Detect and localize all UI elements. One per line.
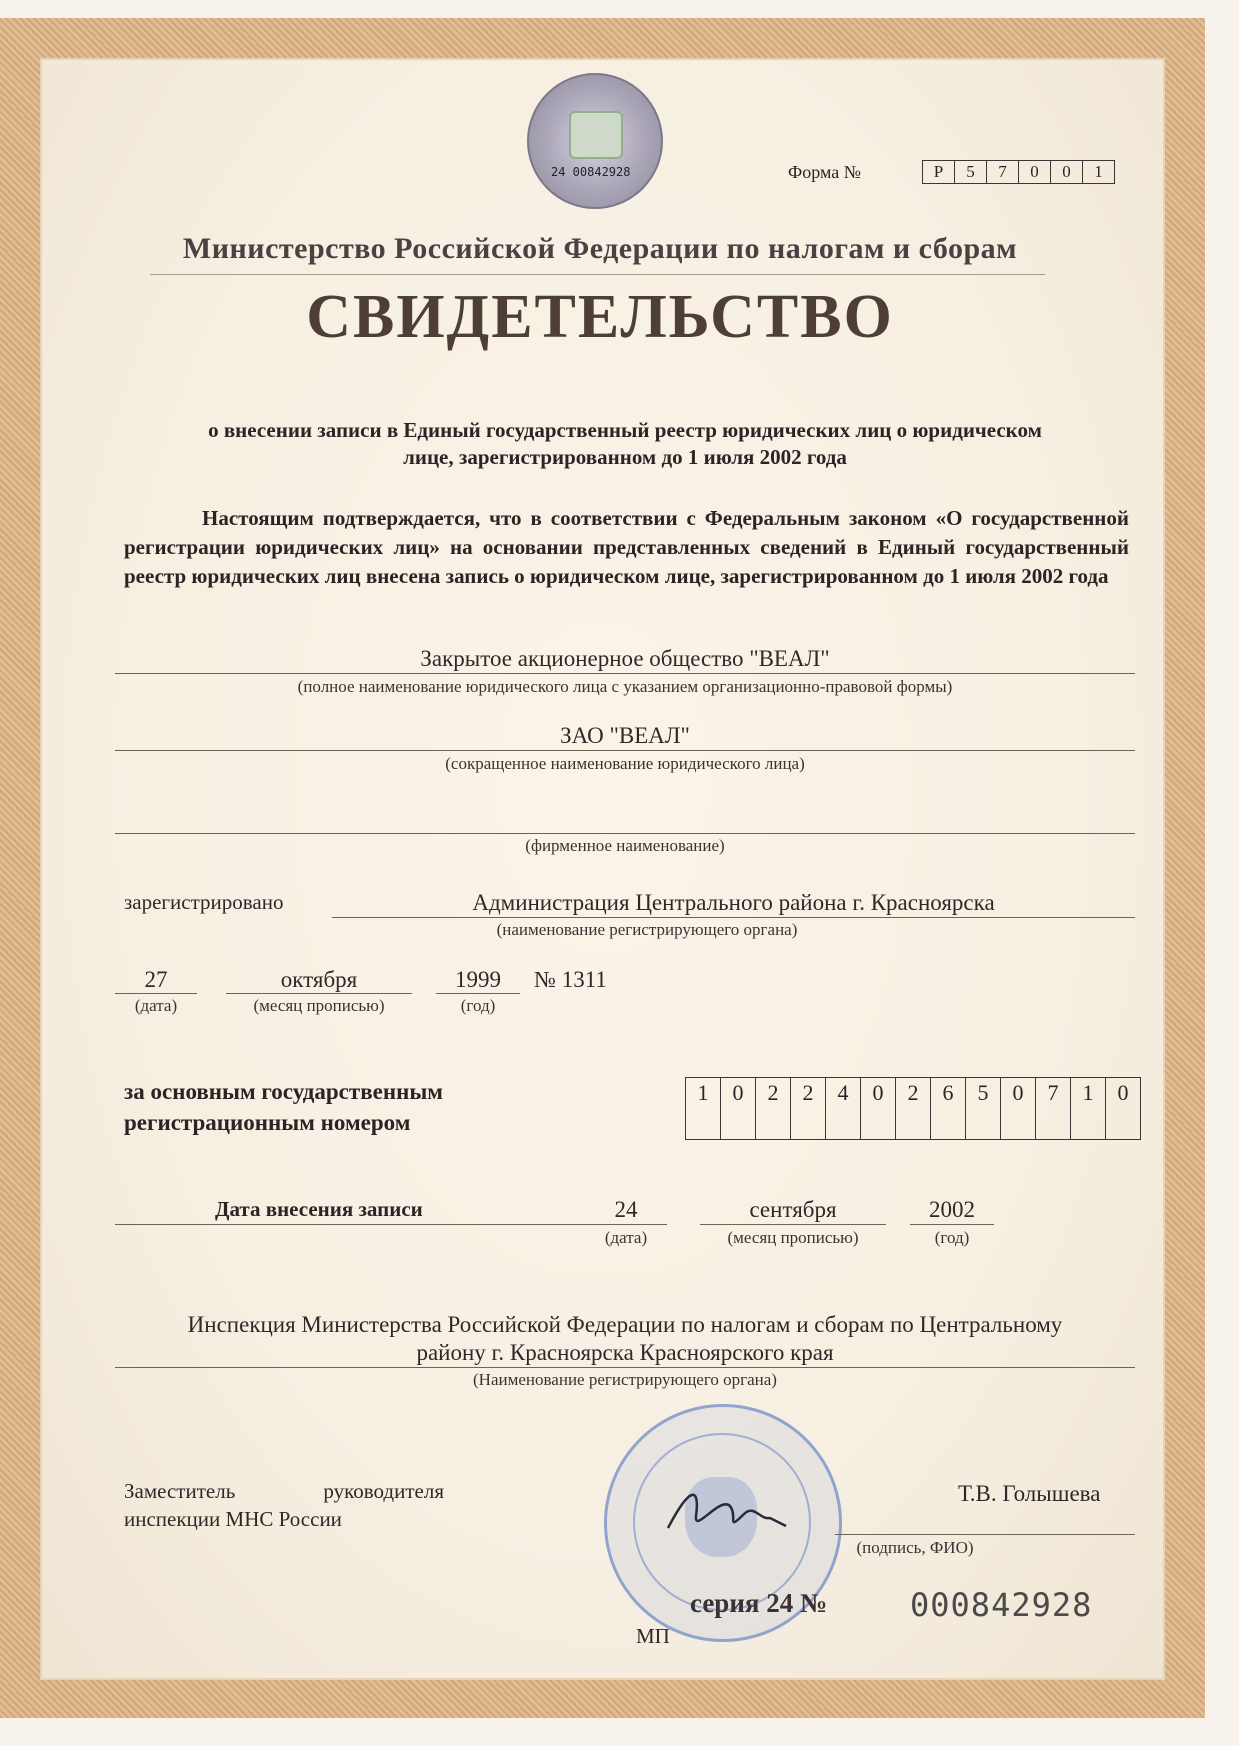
ogrn-digit-box-4: 4 — [825, 1077, 860, 1140]
signature-icon — [660, 1476, 790, 1546]
signer-position-line-1: Заместитель руководителя — [124, 1479, 444, 1503]
ogrn-digit-box-9: 0 — [1000, 1077, 1035, 1140]
entry-date-label: Дата внесения записи — [215, 1197, 423, 1221]
form-code-box-5: 1 — [1082, 160, 1115, 184]
form-code-box-3: 0 — [1018, 160, 1050, 184]
ogrn-digit-box-7: 6 — [930, 1077, 965, 1140]
reg-year-line — [436, 993, 520, 994]
reg-day-value: 27 — [144, 967, 168, 992]
entry-year-value: 2002 — [929, 1197, 975, 1222]
signer-hint: (подпись, ФИО) — [856, 1538, 974, 1557]
signer-position-line-2: инспекции МНС России — [124, 1507, 342, 1531]
hologram-number: 24 00842928 — [551, 165, 631, 179]
entry-month-line — [700, 1224, 886, 1225]
entry-day-value: 24 — [614, 1197, 638, 1222]
reg-month-line — [226, 993, 412, 994]
short-name-value: ЗАО "ВЕАЛ" — [560, 723, 690, 748]
series-number: 000842928 — [910, 1586, 1093, 1624]
ogrn-label-line-2: регистрационным номером — [124, 1110, 411, 1135]
entry-month-value: сентября — [749, 1197, 837, 1222]
ogrn-digit-box-3: 2 — [790, 1077, 825, 1140]
short-name-line — [115, 750, 1135, 751]
brand-name-hint: (фирменное наименование) — [525, 836, 725, 855]
inspection-line-2: району г. Красноярска Красноярского края — [416, 1340, 834, 1365]
inspection-hint: (Наименование регистрирующего органа) — [473, 1370, 777, 1389]
ogrn-digit-box-0: 1 — [685, 1077, 720, 1140]
reg-day-line — [115, 993, 197, 994]
ogrn-digit-box-5: 0 — [860, 1077, 895, 1140]
reg-year-hint: (год) — [460, 996, 496, 1015]
subtitle-line-2: лице, зарегистрированном до 1 июля 2002 года — [403, 445, 847, 469]
inspection-line-1: Инспекция Министерства Российской Федерации по налогам и сборам по Центральному — [187, 1312, 1063, 1337]
full-name-line — [115, 673, 1135, 674]
full-name-hint: (полное наименование юридического лица с указанием организационно-правовой формы) — [297, 677, 953, 696]
form-code-box-0: Р — [922, 160, 954, 184]
ministry-underline — [150, 274, 1045, 275]
subtitle-line-1: о внесении записи в Единый государственный реестр юридических лиц о юридическом — [208, 418, 1042, 442]
registered-label: зарегистрировано — [124, 890, 284, 914]
ogrn-digit-boxes — [685, 1077, 1141, 1140]
hologram-sticker — [527, 73, 663, 209]
document-title: СВИДЕТЕЛЬСТВО — [306, 283, 894, 351]
entry-date-line — [115, 1224, 585, 1225]
registered-hint: (наименование регистрирующего органа) — [496, 920, 798, 939]
form-code-box-2: 7 — [986, 160, 1018, 184]
entry-month-hint: (месяц прописью) — [727, 1228, 859, 1247]
registered-line — [332, 917, 1135, 918]
reg-day-hint: (дата) — [134, 996, 178, 1015]
body-text: Настоящим подтверждается, что в соответствии с Федеральным законом «О государственной регистрации юридических лиц» на основании представленных сведений в Единый государственный реестр юридических лиц внесена запись о юридическом лице, зарегистрированном до 1 июля 2002 года — [124, 506, 1129, 588]
entry-day-hint: (дата) — [604, 1228, 648, 1247]
ogrn-digit-box-12: 0 — [1105, 1077, 1141, 1140]
reg-year-value: 1999 — [455, 967, 501, 992]
signer-line — [835, 1534, 1135, 1535]
hologram-emblem-icon — [569, 111, 623, 159]
ogrn-digit-box-10: 7 — [1035, 1077, 1070, 1140]
mp-label: МП — [636, 1624, 670, 1648]
ogrn-digit-box-8: 5 — [965, 1077, 1000, 1140]
form-code-box-1: 5 — [954, 160, 986, 184]
ogrn-digit-box-11: 1 — [1070, 1077, 1105, 1140]
entry-year-line — [910, 1224, 994, 1225]
form-label: Форма № — [788, 162, 861, 182]
brand-name-line — [115, 833, 1135, 834]
entry-year-hint: (год) — [934, 1228, 970, 1247]
ogrn-label-line-1: за основным государственным — [124, 1079, 443, 1104]
ogrn-digit-box-1: 0 — [720, 1077, 755, 1140]
ministry-name: Министерство Российской Федерации по налогам и сборам — [182, 232, 1018, 265]
short-name-hint: (сокращенное наименование юридического лица) — [445, 754, 805, 773]
registered-value: Администрация Центрального района г. Красноярска — [472, 890, 995, 915]
entry-day-line — [585, 1224, 667, 1225]
reg-number: № 1311 — [534, 967, 607, 992]
reg-month-hint: (месяц прописью) — [253, 996, 385, 1015]
form-code-boxes — [922, 160, 1115, 184]
full-name-value: Закрытое акционерное общество "ВЕАЛ" — [420, 646, 830, 671]
ogrn-digit-box-2: 2 — [755, 1077, 790, 1140]
ogrn-digit-box-6: 2 — [895, 1077, 930, 1140]
form-code-box-4: 0 — [1050, 160, 1082, 184]
signer-name: Т.В. Голышева — [958, 1481, 1101, 1506]
inspection-line — [115, 1367, 1135, 1368]
series-label: серия 24 № — [690, 1588, 828, 1618]
reg-month-value: октября — [280, 967, 358, 992]
